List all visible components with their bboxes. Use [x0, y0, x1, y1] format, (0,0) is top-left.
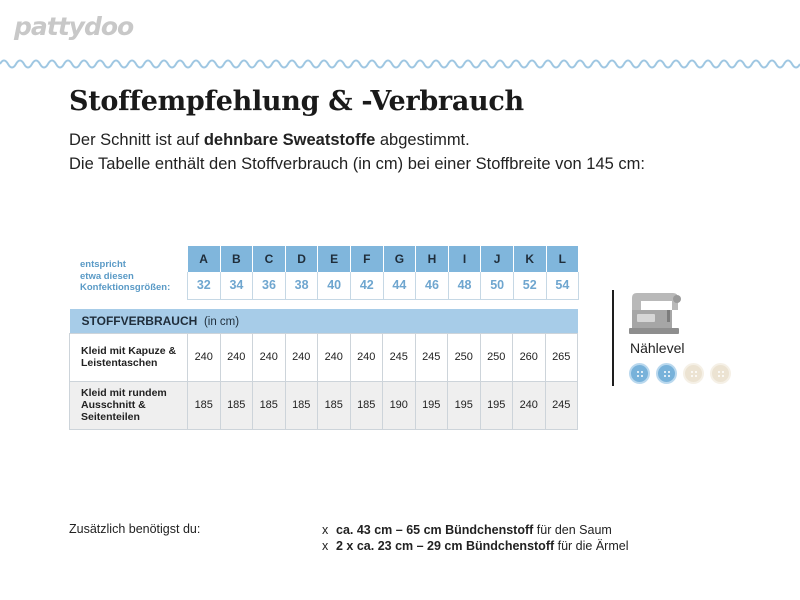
- table-cell: 240: [513, 381, 546, 429]
- size-letter: F: [350, 246, 383, 272]
- size-number: 36: [253, 272, 286, 299]
- wave-divider: [0, 56, 800, 72]
- intro-line-1: Der Schnitt ist auf dehnbare Sweatstoffe abgestimmt.: [69, 131, 470, 149]
- table-row: [70, 381, 578, 429]
- size-letter: D: [285, 246, 318, 272]
- sewing-level-divider: [612, 290, 614, 386]
- list-item: x ca. 43 cm – 65 cm Bündchenstoff für den Saum: [322, 523, 612, 537]
- fabric-consumption-table: [69, 309, 578, 430]
- size-equivalent-label: entspricht etwa diesen Konfektionsgrößen:: [80, 259, 171, 293]
- extras-label: Zusätzlich benötigst du:: [69, 522, 201, 536]
- size-letter: C: [253, 246, 286, 272]
- sewing-button-icon: [629, 363, 650, 384]
- size-number: 54: [546, 272, 579, 299]
- consumption-header: STOFFVERBRAUCH (in cm): [70, 309, 578, 333]
- size-letters-row: [188, 246, 579, 272]
- size-number: 52: [513, 272, 546, 299]
- size-number: 42: [350, 272, 383, 299]
- table-cell: 185: [188, 381, 221, 429]
- table-cell: 250: [480, 333, 513, 381]
- size-letter: K: [513, 246, 546, 272]
- size-letter: B: [220, 246, 253, 272]
- sewing-level-label: Nählevel: [630, 340, 685, 356]
- table-cell: 195: [448, 381, 481, 429]
- size-number: 40: [318, 272, 351, 299]
- table-cell: 185: [350, 381, 383, 429]
- size-number: 38: [285, 272, 318, 299]
- table-cell: 185: [318, 381, 351, 429]
- table-row: [70, 333, 578, 381]
- size-number: 34: [220, 272, 253, 299]
- row-label: Kleid mit Kapuze & Leistentaschen: [70, 333, 188, 381]
- sewing-machine-icon: [627, 290, 683, 336]
- sewing-button-icon: [710, 363, 731, 384]
- size-letter: J: [481, 246, 514, 272]
- table-cell: 245: [383, 333, 416, 381]
- size-number: 50: [481, 272, 514, 299]
- size-letter: E: [318, 246, 351, 272]
- table-cell: 185: [253, 381, 286, 429]
- table-cell: 185: [220, 381, 253, 429]
- table-cell: 190: [383, 381, 416, 429]
- size-number: 44: [383, 272, 416, 299]
- page-title: Stoffempfehlung & -Verbrauch: [69, 86, 524, 117]
- size-table: [187, 246, 579, 300]
- table-cell: 240: [350, 333, 383, 381]
- table-cell: 240: [253, 333, 286, 381]
- intro-line-2: Die Tabelle enthält den Stoffverbrauch (in cm) bei einer Stoffbreite von 145 cm:: [69, 155, 645, 173]
- fabric-type: dehnbare Sweatstoffe: [203, 131, 376, 149]
- size-letter: A: [188, 246, 221, 272]
- extras-list: [322, 522, 628, 554]
- table-cell: 185: [285, 381, 318, 429]
- size-letter: H: [416, 246, 449, 272]
- size-number: 48: [448, 272, 481, 299]
- size-letter: I: [448, 246, 481, 272]
- table-cell: 265: [545, 333, 578, 381]
- size-number: 32: [188, 272, 221, 299]
- table-cell: 260: [513, 333, 546, 381]
- table-cell: 195: [480, 381, 513, 429]
- sewing-button-icon: [683, 363, 704, 384]
- size-numbers-row: [188, 272, 579, 299]
- table-cell: 195: [415, 381, 448, 429]
- table-cell: 245: [545, 381, 578, 429]
- table-cell: 240: [220, 333, 253, 381]
- sewing-button-icon: [656, 363, 677, 384]
- sewing-level-indicator: [629, 363, 731, 384]
- table-cell: 245: [415, 333, 448, 381]
- size-letter: G: [383, 246, 416, 272]
- table-cell: 240: [318, 333, 351, 381]
- row-label: Kleid mit rundem Ausschnitt & Seitenteilen: [70, 381, 188, 429]
- table-cell: 250: [448, 333, 481, 381]
- consumption-header-row: [70, 309, 578, 333]
- size-letter: L: [546, 246, 579, 272]
- pattydoo-logo: pattydoo: [14, 12, 134, 41]
- table-cell: 240: [188, 333, 221, 381]
- size-number: 46: [416, 272, 449, 299]
- list-item: x 2 x ca. 23 cm – 29 cm Bündchenstoff für die Ärmel: [322, 539, 629, 553]
- table-cell: 240: [285, 333, 318, 381]
